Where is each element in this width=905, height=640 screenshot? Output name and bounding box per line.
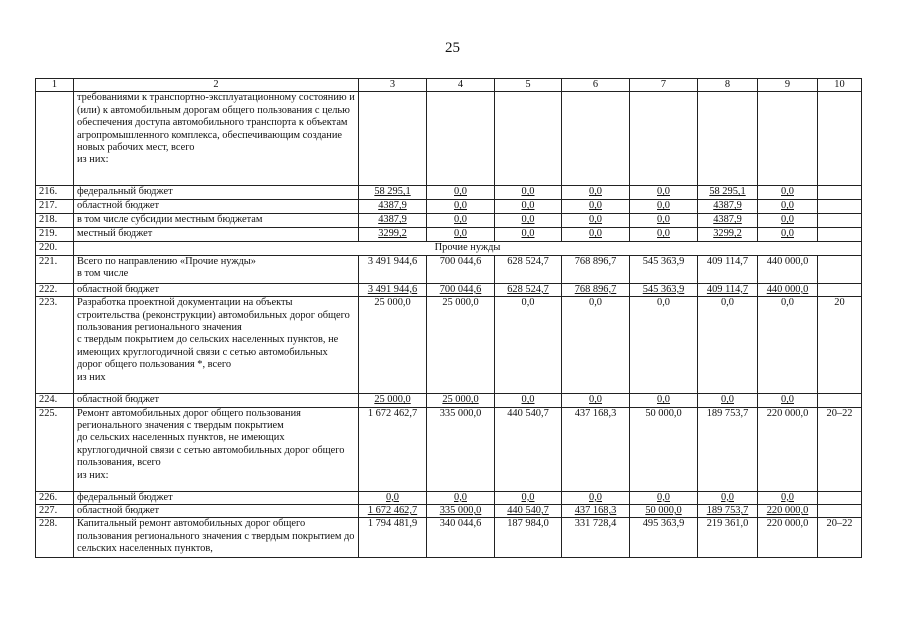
value-cell: 187 984,0 [495, 518, 562, 558]
value-cell: 0,0 [562, 228, 630, 242]
value-cell [818, 505, 862, 518]
value-cell: 0,0 [495, 297, 562, 394]
value-cell: 768 896,7 [562, 283, 630, 296]
value-cell: 4387,9 [698, 200, 758, 214]
value-cell: 3 491 944,6 [359, 255, 427, 283]
value-cell: 0,0 [495, 200, 562, 214]
table-row [36, 518, 862, 558]
row-description: Разработка проектной документации на объекты строительства (реконструкции) автомобильных дорог общего пользования регионального значения с твердым покрытием до сельских населенных пунктов, не имеющих круглогодичной связи с сетью автомобильных дорог общего пользования *, всего из них [74, 297, 359, 394]
value-cell: 0,0 [359, 491, 427, 504]
value-cell: 0,0 [758, 214, 818, 228]
table-row [36, 186, 862, 200]
value-cell: 0,0 [758, 297, 818, 394]
row-description: федеральный бюджет [74, 186, 359, 200]
value-cell: 50 000,0 [630, 505, 698, 518]
value-cell: 0,0 [495, 394, 562, 407]
value-cell [818, 283, 862, 296]
table-row [36, 255, 862, 283]
value-cell: 0,0 [427, 491, 495, 504]
value-cell: 335 000,0 [427, 505, 495, 518]
value-cell: 25 000,0 [359, 394, 427, 407]
column-header: 10 [818, 79, 862, 92]
row-number: 216. [36, 186, 74, 200]
value-cell: 0,0 [758, 200, 818, 214]
value-cell: 0,0 [427, 228, 495, 242]
value-cell: 25 000,0 [427, 297, 495, 394]
table-row [36, 297, 862, 394]
row-number: 227. [36, 505, 74, 518]
page-number: 25 [445, 40, 460, 56]
value-cell: 25 000,0 [359, 297, 427, 394]
row-number: 221. [36, 255, 74, 283]
value-cell: 189 753,7 [698, 505, 758, 518]
value-cell: 220 000,0 [758, 518, 818, 558]
value-cell: 0,0 [758, 228, 818, 242]
value-cell: 0,0 [495, 214, 562, 228]
value-cell: 440 540,7 [495, 505, 562, 518]
value-cell: 58 295,1 [698, 186, 758, 200]
value-cell: 440 540,7 [495, 407, 562, 491]
value-cell: 0,0 [758, 394, 818, 407]
row-number: 223. [36, 297, 74, 394]
value-cell: 20 [818, 297, 862, 394]
table-row [36, 228, 862, 242]
value-cell: 0,0 [495, 228, 562, 242]
value-cell: 0,0 [758, 491, 818, 504]
value-cell: 0,0 [698, 297, 758, 394]
table-row [36, 407, 862, 491]
row-number: 222. [36, 283, 74, 296]
column-header: 6 [562, 79, 630, 92]
value-cell: 0,0 [698, 491, 758, 504]
value-cell: 4387,9 [359, 214, 427, 228]
table-row [36, 283, 862, 296]
value-cell: 0,0 [630, 297, 698, 394]
value-cell: 25 000,0 [427, 394, 495, 407]
value-cell: 0,0 [630, 214, 698, 228]
column-header: 7 [630, 79, 698, 92]
value-cell: 700 044,6 [427, 255, 495, 283]
value-cell [359, 92, 427, 186]
column-header: 2 [74, 79, 359, 92]
value-cell: 3299,2 [359, 228, 427, 242]
value-cell: 0,0 [698, 394, 758, 407]
value-cell [698, 92, 758, 186]
value-cell: 4387,9 [359, 200, 427, 214]
value-cell: 4387,9 [698, 214, 758, 228]
value-cell: 335 000,0 [427, 407, 495, 491]
column-header: 9 [758, 79, 818, 92]
value-cell: 628 524,7 [495, 283, 562, 296]
value-cell: 20–22 [818, 518, 862, 558]
row-number: 226. [36, 491, 74, 504]
value-cell: 58 295,1 [359, 186, 427, 200]
header-row [36, 79, 862, 92]
row-description: областной бюджет [74, 283, 359, 296]
value-cell: 50 000,0 [630, 407, 698, 491]
section-title: Прочие нужды [74, 242, 862, 255]
row-description: местный бюджет [74, 228, 359, 242]
value-cell [818, 255, 862, 283]
value-cell: 0,0 [427, 200, 495, 214]
value-cell: 340 044,6 [427, 518, 495, 558]
value-cell: 0,0 [427, 186, 495, 200]
table-row [36, 505, 862, 518]
value-cell: 1 794 481,9 [359, 518, 427, 558]
value-cell: 440 000,0 [758, 255, 818, 283]
value-cell: 545 363,9 [630, 283, 698, 296]
row-number: 217. [36, 200, 74, 214]
row-description: требованиями к транспортно-эксплуатационному состоянию и (или) к автомобильным дорогам общего пользования с целью обеспечения доступа автомобильного транспорта к объектам агропромышленного комплекса, обеспечивающим создание новых рабочих мест, всего из них: [74, 92, 359, 186]
value-cell: 700 044,6 [427, 283, 495, 296]
row-description: Всего по направлению «Прочие нужды» в том числе [74, 255, 359, 283]
value-cell: 219 361,0 [698, 518, 758, 558]
row-description: Ремонт автомобильных дорог общего пользования регионального значения с твердым покрытием до сельских населенных пунктов, не имеющих круглогодичной связи с сетью автомобильных дорог общего пользования, всего из них: [74, 407, 359, 491]
value-cell [562, 92, 630, 186]
table-row [36, 92, 862, 186]
value-cell: 0,0 [562, 297, 630, 394]
row-description: в том числе субсидии местным бюджетам [74, 214, 359, 228]
value-cell [818, 92, 862, 186]
value-cell: 0,0 [427, 214, 495, 228]
row-description: областной бюджет [74, 394, 359, 407]
value-cell [495, 92, 562, 186]
value-cell: 3299,2 [698, 228, 758, 242]
value-cell: 0,0 [758, 186, 818, 200]
value-cell: 495 363,9 [630, 518, 698, 558]
value-cell: 0,0 [630, 186, 698, 200]
value-cell [630, 92, 698, 186]
column-header: 8 [698, 79, 758, 92]
value-cell [818, 491, 862, 504]
value-cell: 220 000,0 [758, 505, 818, 518]
value-cell: 0,0 [630, 200, 698, 214]
value-cell [818, 394, 862, 407]
value-cell: 545 363,9 [630, 255, 698, 283]
value-cell [818, 200, 862, 214]
row-number: 225. [36, 407, 74, 491]
row-number: 220. [36, 242, 74, 255]
row-description: областной бюджет [74, 505, 359, 518]
value-cell: 768 896,7 [562, 255, 630, 283]
table-row [36, 491, 862, 504]
value-cell: 0,0 [630, 491, 698, 504]
value-cell: 437 168,3 [562, 407, 630, 491]
value-cell: 0,0 [562, 394, 630, 407]
value-cell: 0,0 [562, 186, 630, 200]
value-cell: 0,0 [630, 228, 698, 242]
row-number: 219. [36, 228, 74, 242]
value-cell: 0,0 [562, 214, 630, 228]
column-header: 5 [495, 79, 562, 92]
value-cell: 0,0 [562, 491, 630, 504]
budget-table [35, 78, 862, 558]
row-number: 218. [36, 214, 74, 228]
value-cell: 437 168,3 [562, 505, 630, 518]
value-cell: 1 672 462,7 [359, 407, 427, 491]
value-cell [427, 92, 495, 186]
value-cell: 0,0 [562, 200, 630, 214]
row-number [36, 92, 74, 186]
value-cell [758, 92, 818, 186]
value-cell: 20–22 [818, 407, 862, 491]
row-description: федеральный бюджет [74, 491, 359, 504]
value-cell: 0,0 [495, 186, 562, 200]
column-header: 1 [36, 79, 74, 92]
row-number: 228. [36, 518, 74, 558]
table-row [36, 200, 862, 214]
value-cell: 409 114,7 [698, 255, 758, 283]
table-row [36, 214, 862, 228]
row-number: 224. [36, 394, 74, 407]
column-header: 4 [427, 79, 495, 92]
value-cell: 0,0 [630, 394, 698, 407]
table-row [36, 394, 862, 407]
table-row [36, 242, 862, 255]
value-cell: 628 524,7 [495, 255, 562, 283]
value-cell: 1 672 462,7 [359, 505, 427, 518]
value-cell: 3 491 944,6 [359, 283, 427, 296]
row-description: Капитальный ремонт автомобильных дорог общего пользования регионального значения с твердым покрытием до сельских населенных пунктов, [74, 518, 359, 558]
value-cell: 409 114,7 [698, 283, 758, 296]
value-cell: 440 000,0 [758, 283, 818, 296]
value-cell: 220 000,0 [758, 407, 818, 491]
value-cell: 189 753,7 [698, 407, 758, 491]
column-header: 3 [359, 79, 427, 92]
row-description: областной бюджет [74, 200, 359, 214]
value-cell: 0,0 [495, 491, 562, 504]
value-cell [818, 186, 862, 200]
value-cell [818, 228, 862, 242]
value-cell: 331 728,4 [562, 518, 630, 558]
table-body [36, 79, 862, 558]
value-cell [818, 214, 862, 228]
